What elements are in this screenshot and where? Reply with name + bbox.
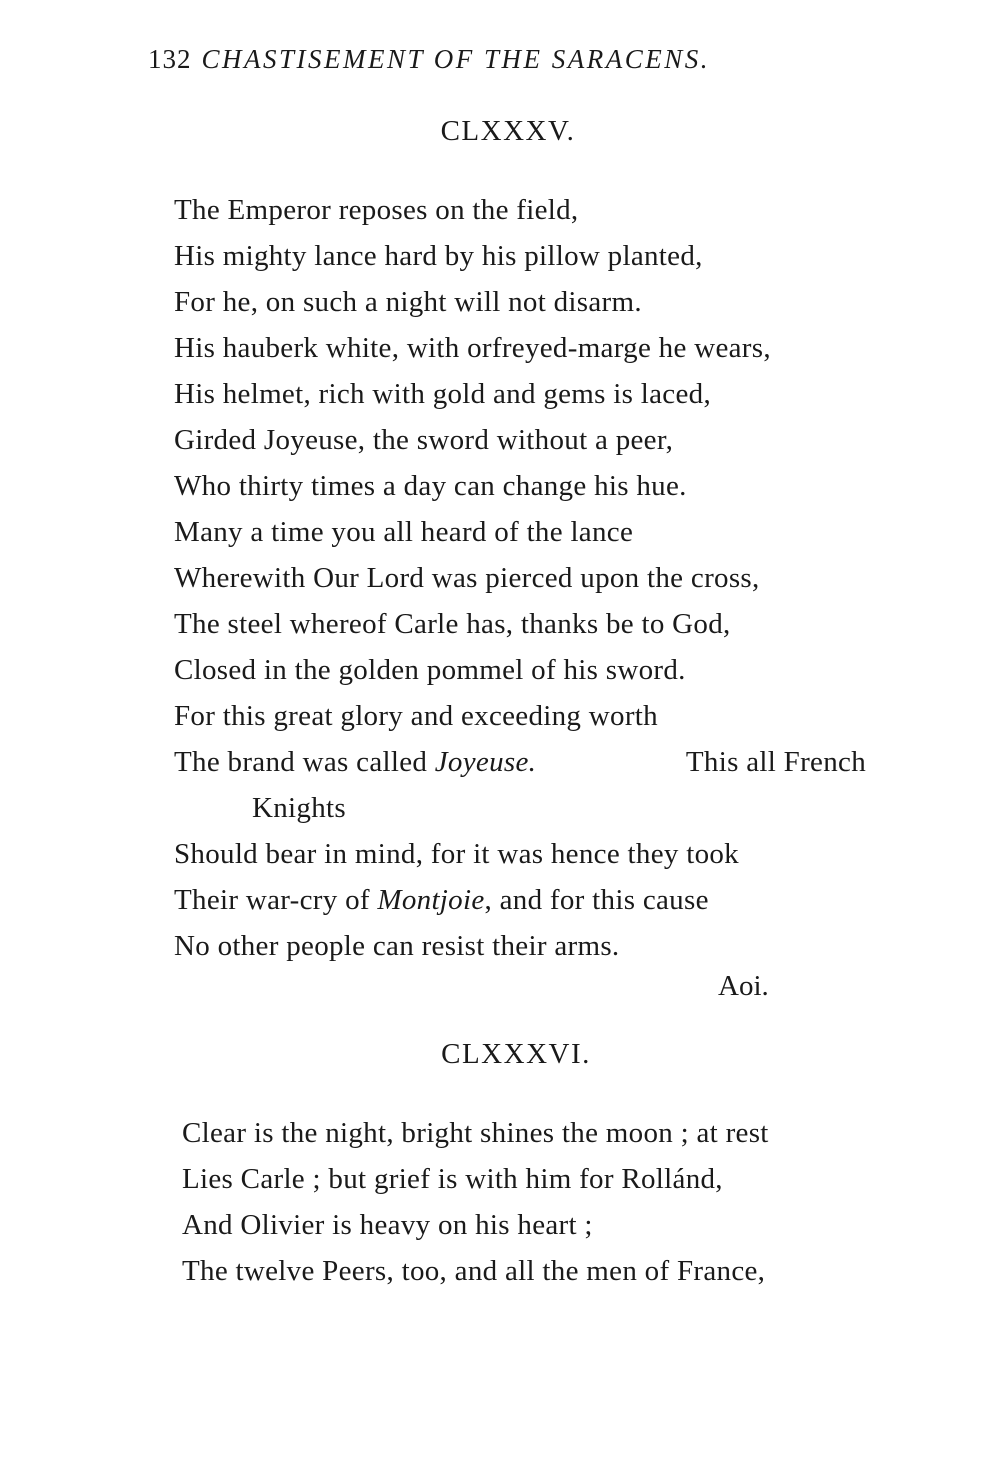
verse-text: The brand was called <box>174 746 435 778</box>
page-number: 132 <box>148 44 192 74</box>
verse-line-continuation: Knights <box>252 792 346 824</box>
stanza-clxxxv <box>174 187 894 969</box>
stanza-heading-clxxxv: CLXXXV. <box>440 115 576 147</box>
verse-line: Clear is the night, bright shines the moon ; at rest <box>182 1117 769 1149</box>
italic-name-montjoie: Montjoie <box>377 884 485 916</box>
verse-line: And Olivier is heavy on his heart ; <box>182 1209 593 1241</box>
verse-line: For he, on such a night will not disarm. <box>174 286 642 318</box>
verse-line: Many a time you all heard of the lance <box>174 516 634 548</box>
refrain-aoi: Aoi. <box>718 970 769 1002</box>
verse-line: His mighty lance hard by his pillow planted, <box>174 240 703 272</box>
verse-line: His helmet, rich with gold and gems is laced, <box>174 378 712 410</box>
verse-line: For this great glory and exceeding worth <box>174 700 658 732</box>
verse-line: Closed in the golden pommel of his sword. <box>174 654 686 686</box>
verse-line: The steel whereof Carle has, thanks be to God, <box>174 608 731 640</box>
stanza-heading-clxxxvi: CLXXXVI. <box>441 1038 591 1070</box>
italic-name-joyeuse: Joyeuse. <box>434 746 537 778</box>
verse-line: The twelve Peers, too, and all the men of France, <box>182 1255 766 1287</box>
verse-line: No other people can resist their arms. <box>174 930 620 962</box>
verse-segment <box>174 739 536 785</box>
verse-line: Should bear in mind, for it was hence they took <box>174 838 739 870</box>
verse-line: Girded Joyeuse, the sword without a peer, <box>174 424 674 456</box>
verse-text: Their war-cry of <box>174 884 378 916</box>
verse-text: , and for this cause <box>484 884 709 916</box>
verse-line: Wherewith Our Lord was pierced upon the cross, <box>174 562 760 594</box>
stanza-clxxxvi <box>182 1110 902 1294</box>
verse-line: Who thirty times a day can change his hue. <box>174 470 687 502</box>
verse-line-joyeuse <box>174 739 866 785</box>
verse-line: Lies Carle ; but grief is with him for Rollánd, <box>182 1163 723 1195</box>
verse-text: This all French <box>685 746 866 778</box>
running-head <box>148 44 710 75</box>
verse-line: His hauberk white, with orfreyed-marge he wears, <box>174 332 771 364</box>
verse-line-montjoie <box>174 877 894 923</box>
running-head-title: CHASTISEMENT OF THE SARACENS. <box>201 44 711 74</box>
verse-line: The Emperor reposes on the field, <box>174 194 579 226</box>
